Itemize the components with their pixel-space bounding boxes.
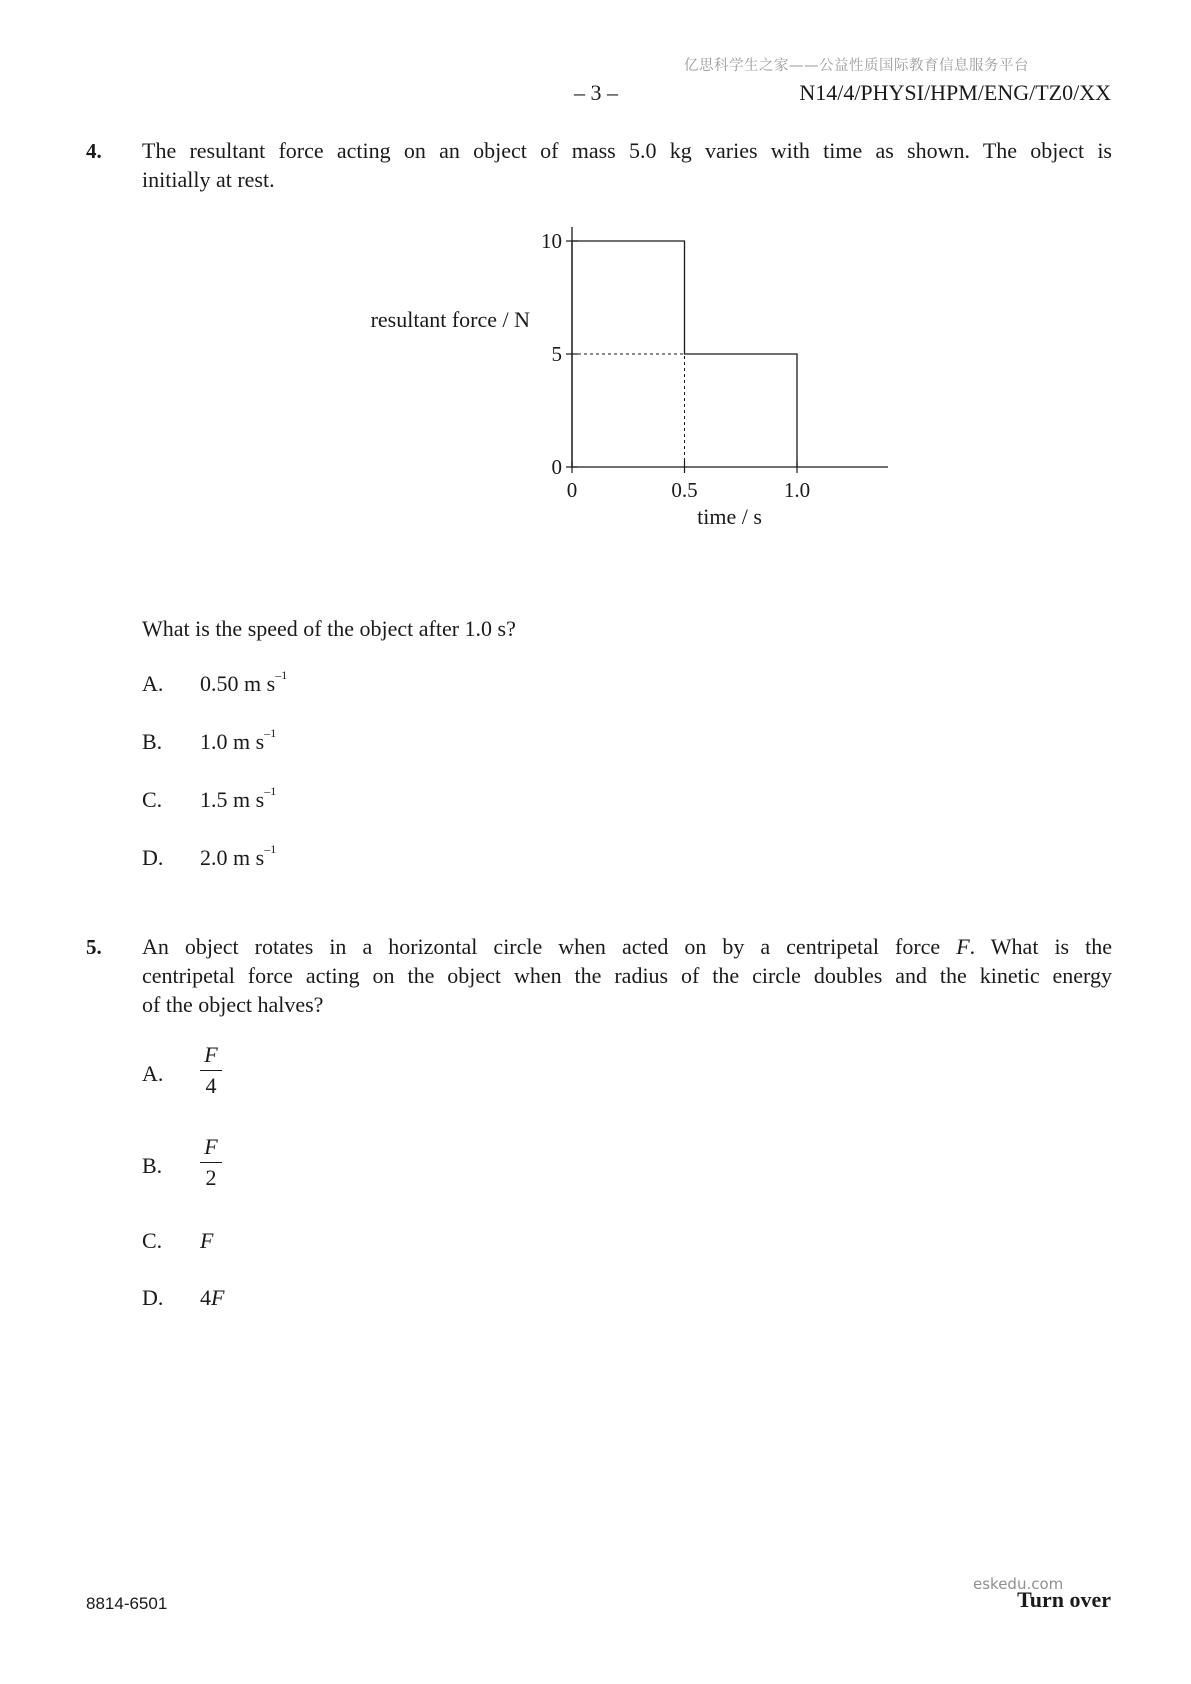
q4-option-a-sup: –1 <box>275 668 288 682</box>
x-axis-label: time / s <box>697 504 762 529</box>
question-4-prompt: What is the speed of the object after 1.0 s? <box>142 616 516 641</box>
q4-option-c-value: 1.5 m s <box>200 787 265 812</box>
question-4-text-line1: The resultant force acting on an object of mass 5.0 kg varies with time as shown. The object is <box>142 138 1112 163</box>
question-4-text-line2: initially at rest. <box>142 167 275 192</box>
q4-option-c-sup: –1 <box>264 784 277 798</box>
q5-option-b-denominator: 2 <box>205 1165 217 1190</box>
q4-option-b-letter: B. <box>142 729 163 754</box>
document-code: N14/4/PHYSI/HPM/ENG/TZ0/XX <box>799 80 1111 105</box>
q5-option-d-letter: D. <box>142 1285 164 1310</box>
x-tick-label-0.5: 0.5 <box>671 478 698 502</box>
q5-option-c-text[interactable]: F <box>200 1228 214 1253</box>
force-time-graph <box>330 215 910 575</box>
q4-option-a-value: 0.50 m s <box>200 671 276 696</box>
header-watermark: 亿思科学生之家——公益性质国际教育信息服务平台 <box>684 58 1029 74</box>
question-5-text-line1: An object rotates in a horizontal circle when acted on by a centripetal force F. What is the <box>142 934 1113 959</box>
turn-over-label: Turn over <box>1017 1587 1111 1612</box>
q4-option-d-value: 2.0 m s <box>200 845 265 870</box>
x-tick-label-0: 0 <box>566 478 578 502</box>
q4-option-d-sup: –1 <box>264 842 277 856</box>
page-number: – 3 – <box>574 80 618 105</box>
q4-option-a-letter: A. <box>142 671 164 696</box>
q5-option-a-denominator: 4 <box>205 1073 217 1098</box>
q4-option-d-text[interactable] <box>200 842 277 871</box>
question-5-text-line2: centripetal force acting on the object when the radius of the circle doubles and the kinetic energy <box>142 963 1112 988</box>
x-tick-label-1.0: 1.0 <box>783 478 811 502</box>
q4-option-b-sup: –1 <box>264 726 277 740</box>
q4-option-d-letter: D. <box>142 845 164 870</box>
q5-option-b-numerator: F <box>200 1132 222 1163</box>
q4-option-c-letter: C. <box>142 787 163 812</box>
q5-option-b-fraction[interactable] <box>200 1132 222 1193</box>
q5-option-a-numerator: F <box>200 1040 222 1071</box>
q5-option-d-coef: 4 <box>200 1285 211 1310</box>
q5-option-b-letter: B. <box>142 1153 163 1178</box>
question-5-number: 5. <box>86 935 102 959</box>
footer-watermark: eskedu.com <box>973 1575 1064 1593</box>
q4-option-a-text[interactable] <box>200 668 288 697</box>
force-series-line <box>572 241 797 467</box>
q5-option-a-fraction[interactable] <box>200 1040 222 1101</box>
q5-option-d-value: F <box>211 1285 225 1310</box>
force-symbol: F <box>956 934 970 959</box>
question-5-text-line3: of the object halves? <box>142 992 324 1017</box>
question-4-text <box>142 136 1112 194</box>
y-axis-label: resultant force / N <box>370 306 530 332</box>
question-4-number: 4. <box>86 139 102 163</box>
y-tick-label-5: 5 <box>551 342 562 366</box>
q5-option-c-letter: C. <box>142 1228 163 1253</box>
q4-option-b-text[interactable] <box>200 726 277 755</box>
q5-option-d-text[interactable] <box>200 1285 224 1311</box>
footer-code: 8814-6501 <box>86 1594 168 1613</box>
q4-option-c-text[interactable] <box>200 784 277 813</box>
y-tick-label-0: 0 <box>551 455 562 479</box>
q5-option-a-letter: A. <box>142 1061 164 1086</box>
q4-option-b-value: 1.0 m s <box>200 729 265 754</box>
y-tick-label-10: 10 <box>541 229 562 253</box>
question-5-text <box>142 932 1112 1019</box>
